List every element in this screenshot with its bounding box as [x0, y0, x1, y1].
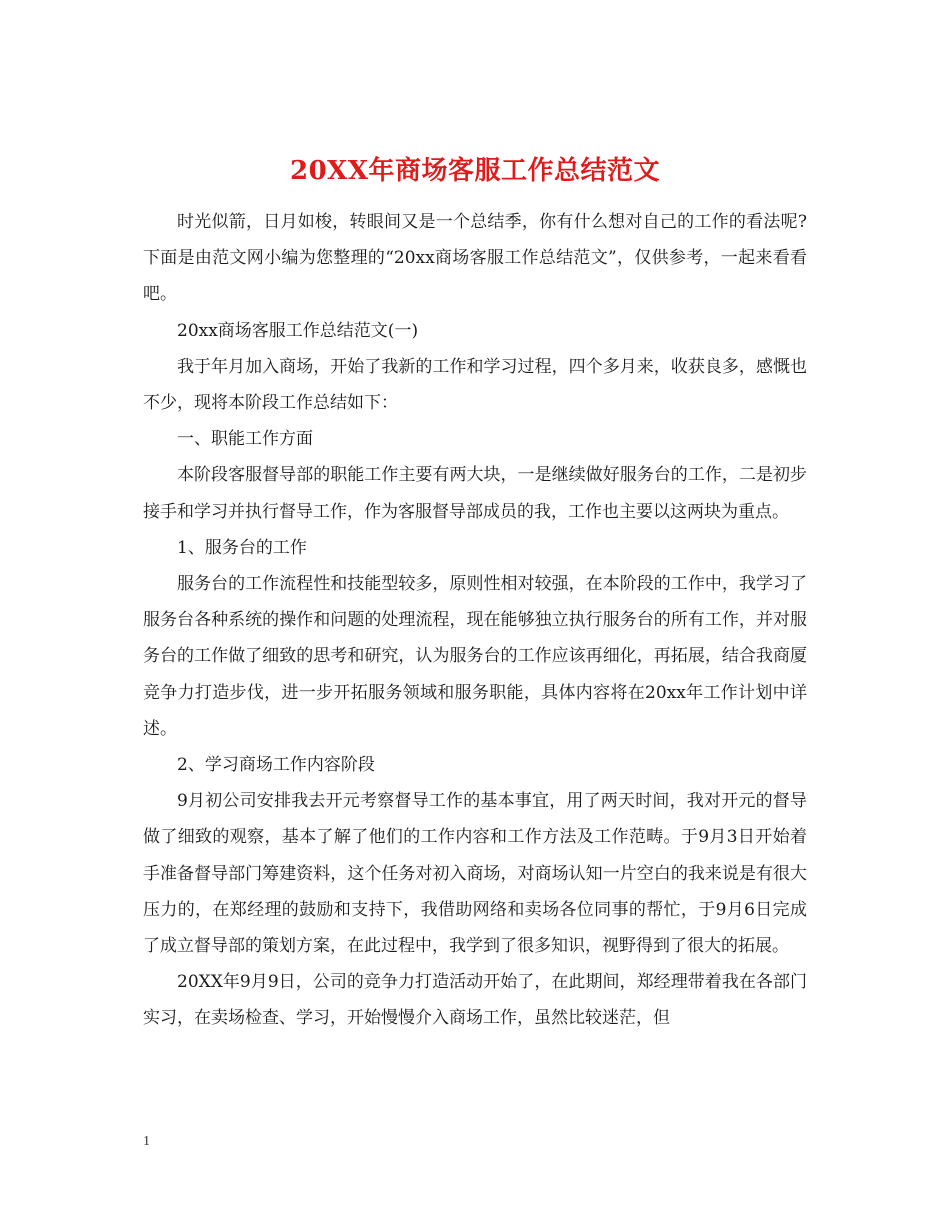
document-body — [143, 204, 807, 1037]
paragraph-opening: 我于年月加入商场，开始了我新的工作和学习过程，四个多月来，收获良多，感慨也不少，现将本阶段工作总结如下： — [143, 356, 807, 414]
heading-job-duties: 一、职能工作方面 — [177, 429, 313, 450]
heading-learning-stage: 2、学习商场工作内容阶段 — [177, 755, 375, 776]
paragraph-job-duties: 本阶段客服督导部的职能工作主要有两大块，一是继续做好服务台的工作，二是初步接手和学习并执行督导工作，作为客服督导部成员的我，工作也主要以这两块为重点。 — [143, 465, 807, 522]
paragraph-competitiveness: 20XX年9月9日，公司的竞争力打造活动开始了，在此期间，郑经理带着我在各部门实习，在卖场检查、学习，开始慢慢介入商场工作，虽然比较迷茫，但 — [143, 972, 807, 1029]
document-title: 20XX年商场客服工作总结范文 — [289, 156, 661, 187]
paragraph-learning-stage: 9月初公司安排我去开元考察督导工作的基本事宜，用了两天时间，我对开元的督导做了细致的观察，基本了解了他们的工作内容和工作方法及工作范畴。于9月3日开始着手准备督导部门筹建资料，这个任务对初入商场，对商场认知一片空白的我来说是有很大压力的，在郑经理的鼓励和支持下，我借助网络和卖场各位同事的帮忙，于9月6日完成了成立督导部的策划方案，在此过程中，我学到了很多知识，视野得到了很大的拓展。 — [143, 791, 807, 957]
paragraph-service-desk: 服务台的工作流程性和技能型较多，原则性相对较强，在本阶段的工作中，我学习了服务台各种系统的操作和问题的处理流程，现在能够独立执行服务台的所有工作，并对服务台的工作做了细致的思考和研究，认为服务台的工作应该再细化，再拓展，结合我商厦竞争力打造步伐，进一步开拓服务领域和服务职能，具体内容将在20xx年工作计划中详述。 — [143, 574, 807, 739]
section-heading-sample-one: 20xx商场客服工作总结范文(一) — [177, 320, 419, 341]
intro-paragraph: 时光似箭，日月如梭，转眼间又是一个总结季，你有什么想对自己的工作的看法呢?下面是由范文网小编为您整理的“20xx商场客服工作总结范文”，仅供参考，一起来看看吧。 — [143, 212, 807, 305]
page-number: 1 — [143, 1134, 150, 1149]
heading-service-desk: 1、服务台的工作 — [177, 537, 307, 558]
